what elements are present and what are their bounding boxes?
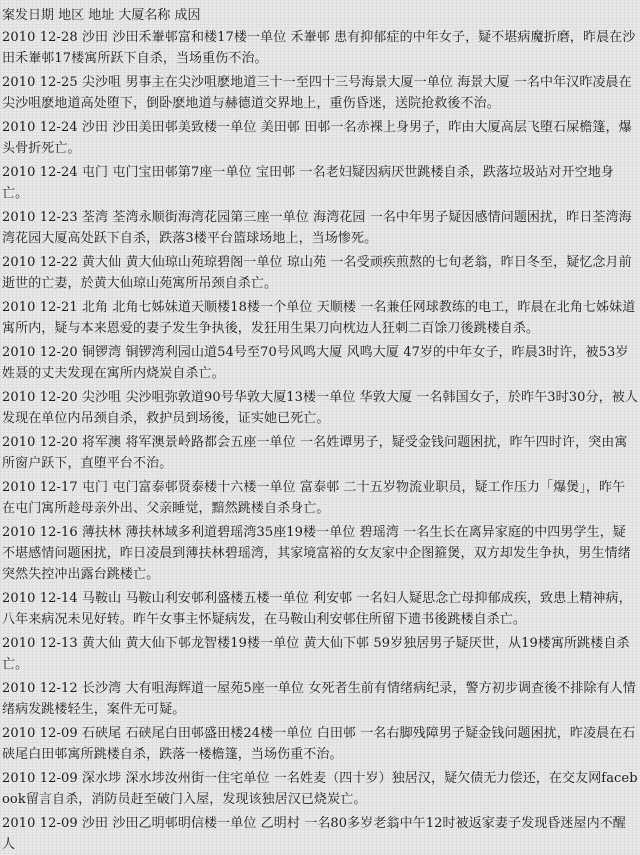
list-item: 2010 12-17 屯门 屯门富泰邨贤泰楼十六楼一单位 富泰邨 二十五岁物流业职员，疑工作压力「爆煲」，昨午在屯门寓所趁母亲外出、父亲睡觉，黯然跳楼自杀身亡。 [2, 480, 626, 516]
list-item: 2010 12-20 铜锣湾 铜锣湾利园山道54号至70号风鸣大厦 风鸣大厦 47岁的中年女子，昨晨3时许，被53岁姓聂的丈夫发现在寓所内烧炭自杀亡。 [2, 345, 629, 381]
list-item: 2010 12-25 尖沙咀 男事主在尖沙咀麽地道三十一至四十三号海景大厦一单位 海景大厦 一名中年汉昨凌晨在尖沙咀麽地道高处堕下，倒卧麽地道与赫德道交界地上，重伤昏迷，送院抢救後不治。 [2, 75, 632, 111]
list-item: 2010 12-16 薄扶林 薄扶林域多利道碧瑶湾35座19楼一单位 碧瑶湾 一名生长在离异家庭的中四男学生，疑不堪感情问题困扰，昨日凌晨到薄扶林碧瑶湾，其家境富裕的女友家中企图箍煲，双方却发生争执，男生情绪突然失控冲出露台跳楼亡。 [2, 525, 631, 582]
list-item: 2010 12-09 石硖尾 石硖尾白田邨盛田楼24楼一单位 白田邨 一名右脚残障男子疑金钱问题困扰，昨凌晨在石硖尾白田邨寓所跳楼自杀，跌落一楼檐篷，当场伤重不治。 [2, 726, 636, 762]
list-item: 2010 12-22 黄大仙 黄大仙琼山苑琼碧阁一单位 琼山苑 一名受顽疾煎熬的七旬老翁，昨日冬至，疑忆念月前逝世的亡妻，於黄大仙琼山苑寓所吊颈自杀亡。 [2, 255, 632, 291]
list-item: 2010 12-23 荃湾 荃湾永顺街海湾花园第三座一单位 海湾花园 一名中年男子疑因感情问题困扰，昨日荃湾海湾花园大厦高处跃下自杀，跌落3楼平台篮球场地上，当场惨死。 [2, 210, 632, 246]
list-item: 2010 12-13 黄大仙 黄大仙下邨龙智楼19楼一单位 黄大仙下邨 59岁独居男子疑厌世，从19楼寓所跳楼自杀亡。 [2, 636, 630, 672]
list-item: 2010 12-14 马鞍山 马鞍山利安邨利盛楼五楼一单位 利安邨 一名妇人疑思念亡母抑郁成疾，致患上精神病，八年来病况未见好转。昨午女事主怀疑病发，在马鞍山利安邨住所留下遗书後跳楼自杀亡。 [2, 591, 632, 627]
list-item: 2010 12-20 将军澳 将军澳景岭路都会五座一单位 一名姓谭男子，疑受金钱问题困扰，昨午四时许，突由寓所窗户跃下，直堕平台不治。 [2, 435, 628, 471]
case-list [2, 27, 638, 855]
table-header: 案发日期 地区 地址 大厦名称 成因 [2, 8, 201, 23]
list-item: 2010 12-12 长沙湾 大有咀海辉道一屋苑5座一单位 女死者生前有情绪病纪录，警方初步调查後不排除有人情绪病发跳楼轻生，案件无可疑。 [2, 681, 636, 717]
list-item: 2010 12-09 沙田 沙田乙明邨明信楼一单位 乙明村 一名80多岁老翁中午12时被返家妻子发现昏迷屋内不醒人 [2, 816, 626, 852]
list-item: 2010 12-24 屯门 屯门宝田邨第7座一单位 宝田邨 一名老妇疑因病厌世跳楼自杀，跌落垃圾站对开空地身亡。 [2, 165, 614, 201]
list-item: 2010 12-24 沙田 沙田美田邨美致楼一单位 美田邨 田邨一名赤裸上身男子，昨由大厦高层飞堕石屎檐篷，爆头骨折死亡。 [2, 120, 632, 156]
list-item: 2010 12-21 北角 北角七姊妹道天顺楼18楼一个单位 天顺楼 一名兼任网球教练的电工，昨晨在北角七姊妹道寓所内，疑与本来恩爱的妻子发生争执後，发狂用生果刀向枕边人狂刺二百馀刀後跳楼自杀。 [2, 300, 636, 336]
list-item: 2010 12-09 深水埗 深水埗汝州街一住宅单位 一名姓麦（四十岁）独居汉，疑欠债无力偿还，在交友网facebook留言自杀，消防员赶至破门入屋，发现该独居汉已烧炭亡。 [2, 771, 638, 807]
list-item: 2010 12-20 尖沙咀 尖沙咀弥敦道90号华敦大厦13楼一单位 华敦大厦 一名韩国女子，於昨午3时30分，被人发现在单位内吊颈自杀，救护员到场後，证实她已死亡。 [2, 390, 638, 426]
list-item: 2010 12-28 沙田 沙田禾輋邨富和楼17楼一单位 禾輋邨 患有抑郁症的中年女子，疑不堪病魔折磨，昨晨在沙田禾輋邨17楼寓所跃下自杀，当场重伤不治。 [2, 30, 636, 66]
